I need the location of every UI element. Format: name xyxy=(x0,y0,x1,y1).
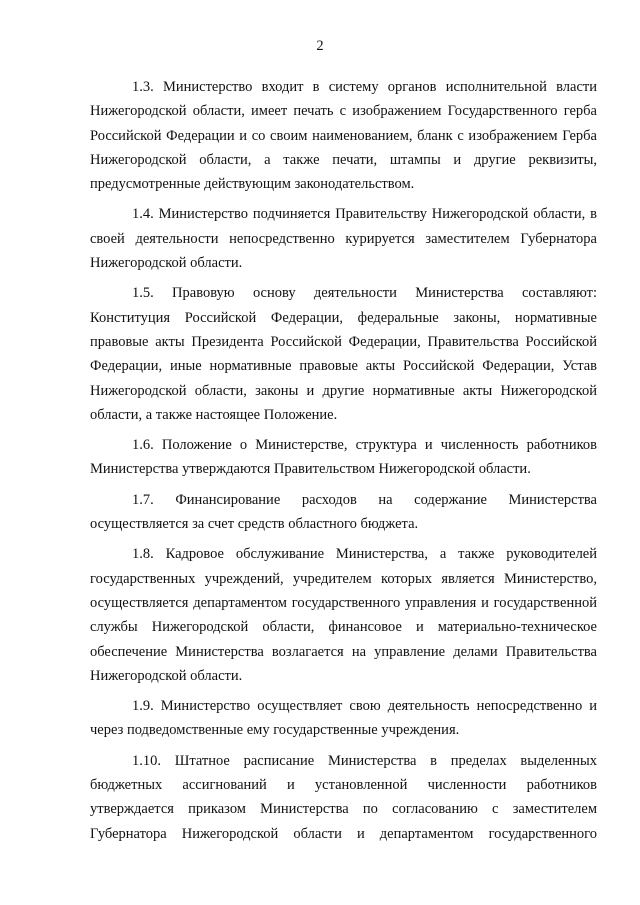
paragraph-1-8: 1.8. Кадровое обслуживание Министерства, а также руководителей государственных учреждений, учредителем которых является Министерство, осуществляется департаментом государственного управления и государственной службы Нижегородской области, финансовое и материально-техническое обеспечение Министерства возлагается на управление делами Правительства Нижегородской области. xyxy=(90,546,597,684)
paragraph-1-9: 1.9. Министерство осуществляет свою деятельность непосредственно и через подведомственные ему государственные учреждения. xyxy=(90,698,597,739)
document-body xyxy=(90,75,597,852)
paragraph-1-5: 1.5. Правовую основу деятельности Министерства составляют: Конституция Российской Федерации, федеральные законы, нормативные правовые акты Президента Российской Федерации, Правительства Российской Федерации, иные нормативные правовые акты Российской Федерации, Устав Нижегородской области, законы и другие нормативные акты Нижегородской области, а также настоящее Положение. xyxy=(90,285,597,423)
paragraph-1-6: 1.6. Положение о Министерстве, структура и численность работников Министерства утверждаются Правительством Нижегородской области. xyxy=(90,437,597,478)
paragraph-1-3: 1.3. Министерство входит в систему органов исполнительной власти Нижегородской области, имеет печать с изображением Государственного герба Российской Федерации и со своим наименованием, бланк с изображением Герба Нижегородской области, а также печати, штампы и другие реквизиты, предусмотренные действующим законодательством. xyxy=(90,79,597,193)
paragraph-1-4: 1.4. Министерство подчиняется Правительству Нижегородской области, в своей деятельности непосредственно курируется заместителем Губернатора Нижегородской области. xyxy=(90,206,597,272)
paragraph-1-7: 1.7. Финансирование расходов на содержание Министерства осуществляется за счет средств областного бюджета. xyxy=(90,491,597,533)
page-number: 2 xyxy=(316,38,324,54)
paragraph-1-10: 1.10. Штатное расписание Министерства в пределах выделенных бюджетных ассигнований и установленной численности работников утверждается приказом Министерства по согласованию с заместителем Губернатора Нижегородской области и департаментом государственного xyxy=(90,752,597,842)
